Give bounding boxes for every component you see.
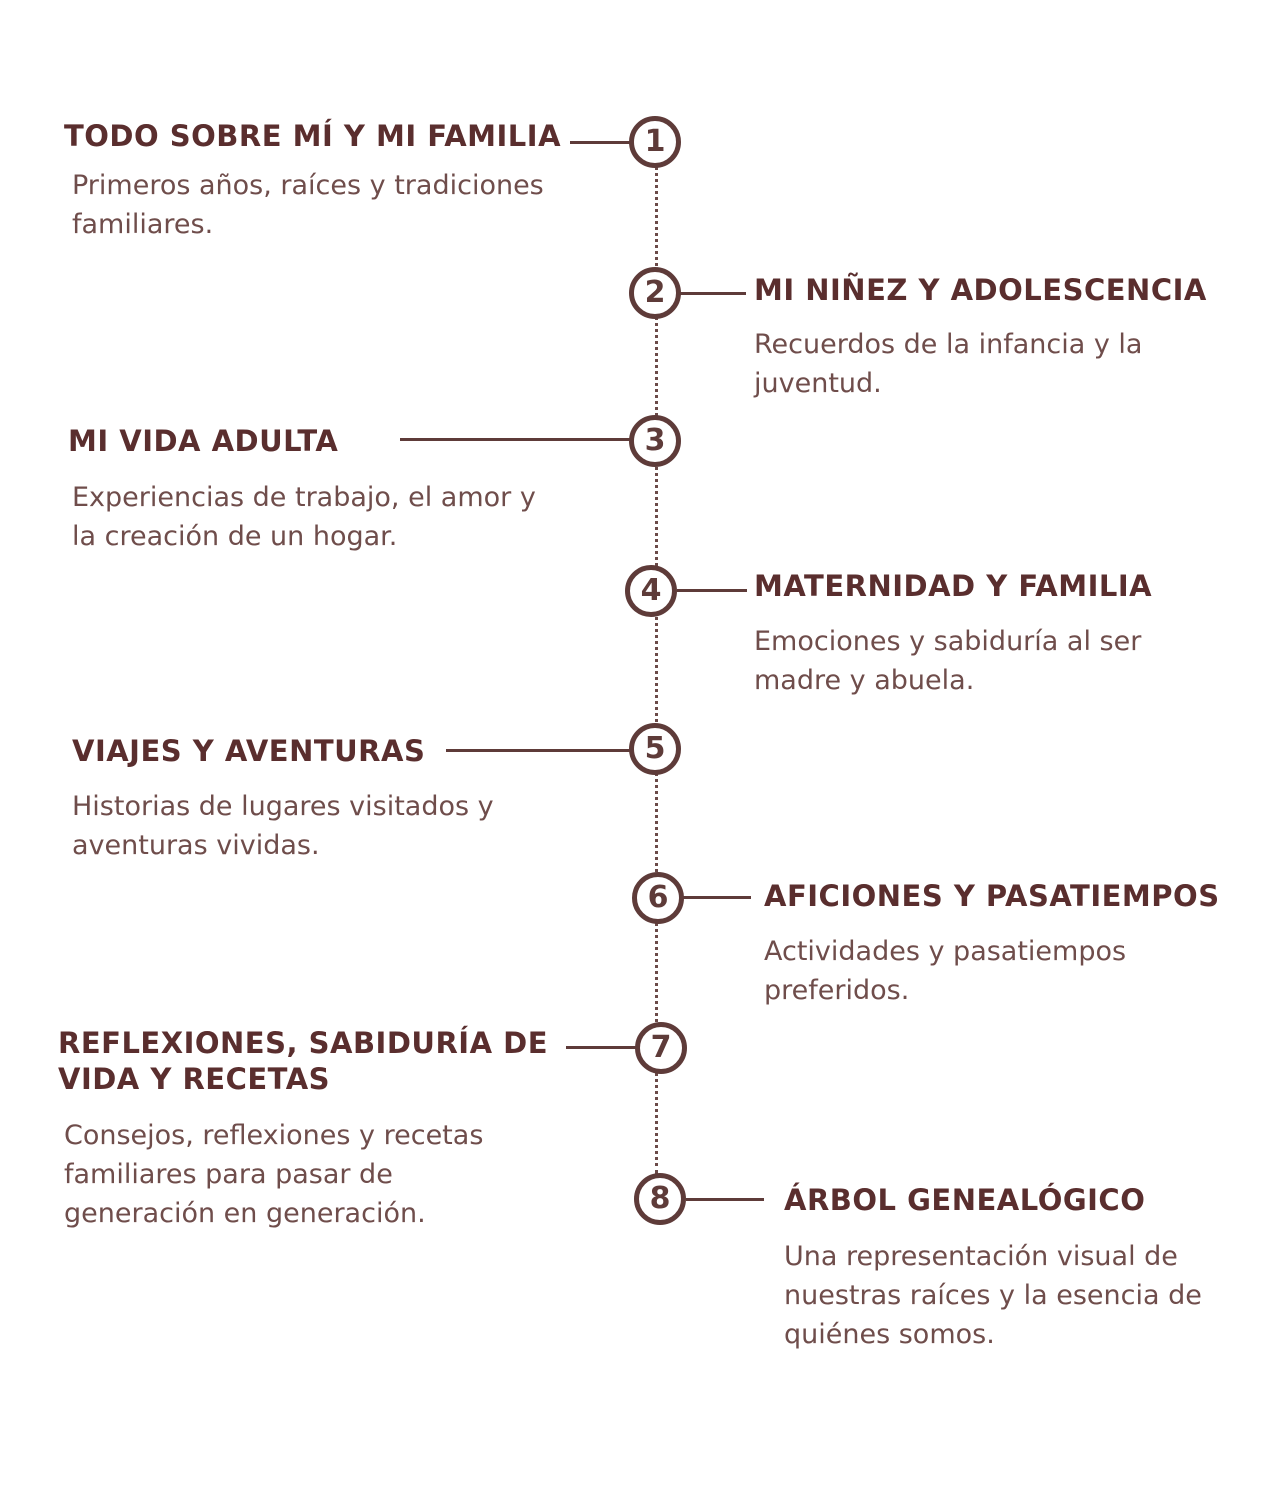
step-number-7: 7 (650, 1030, 672, 1065)
connector-line-2 (680, 292, 746, 295)
step-node-4 (625, 565, 677, 617)
step-number-3: 3 (644, 423, 666, 458)
step-number-4: 4 (640, 573, 662, 608)
step-number-5: 5 (644, 731, 666, 766)
step-title-5: VIAJES Y AVENTURAS (72, 734, 426, 768)
step-number-1: 1 (644, 124, 666, 159)
step-title-7: REFLEXIONES, SABIDURÍA DE VIDA Y RECETAS (58, 1026, 549, 1096)
step-number-6: 6 (647, 880, 669, 915)
step-description-3: Experiencias de trabajo, el amor y la creación de un hogar. (72, 482, 536, 552)
step-title-2: MI NIÑEZ Y ADOLESCENCIA (754, 273, 1207, 307)
step-title-8: ÁRBOL GENEALÓGICO (784, 1183, 1146, 1217)
step-description-4: Emociones y sabiduría al ser madre y abuela. (754, 626, 1142, 696)
step-title-3: MI VIDA ADULTA (68, 424, 339, 458)
step-node-5 (629, 723, 681, 775)
step-number-8: 8 (649, 1181, 671, 1216)
step-title-1: TODO SOBRE MÍ Y MI FAMILIA (64, 119, 562, 153)
connector-line-6 (683, 896, 751, 899)
step-node-6 (632, 872, 684, 924)
step-description-2: Recuerdos de la infancia y la juventud. (754, 329, 1143, 399)
connector-line-1 (570, 141, 630, 144)
step-title-4: MATERNIDAD Y FAMILIA (754, 569, 1153, 603)
step-node-8 (634, 1173, 686, 1225)
step-node-7 (635, 1022, 687, 1074)
connector-line-4 (677, 589, 747, 592)
connector-line-5 (446, 749, 630, 752)
step-node-3 (629, 415, 681, 467)
step-number-2: 2 (644, 275, 666, 310)
step-node-1 (629, 116, 681, 168)
step-description-6: Actividades y pasatiempos preferidos. (764, 936, 1127, 1006)
step-description-5: Historias de lugares visitados y aventuras vividas. (72, 791, 494, 861)
step-description-1: Primeros años, raíces y tradiciones familiares. (72, 170, 544, 240)
connector-line-3 (400, 438, 630, 441)
step-description-7: Consejos, reflexiones y recetas familiares para pasar de generación en generación. (64, 1120, 484, 1229)
step-description-8: Una representación visual de nuestras raíces y la esencia de quiénes somos. (784, 1241, 1202, 1350)
step-node-2 (629, 267, 681, 319)
connector-line-8 (686, 1198, 764, 1201)
step-title-6: AFICIONES Y PASATIEMPOS (764, 879, 1220, 913)
connector-line-7 (566, 1046, 636, 1049)
